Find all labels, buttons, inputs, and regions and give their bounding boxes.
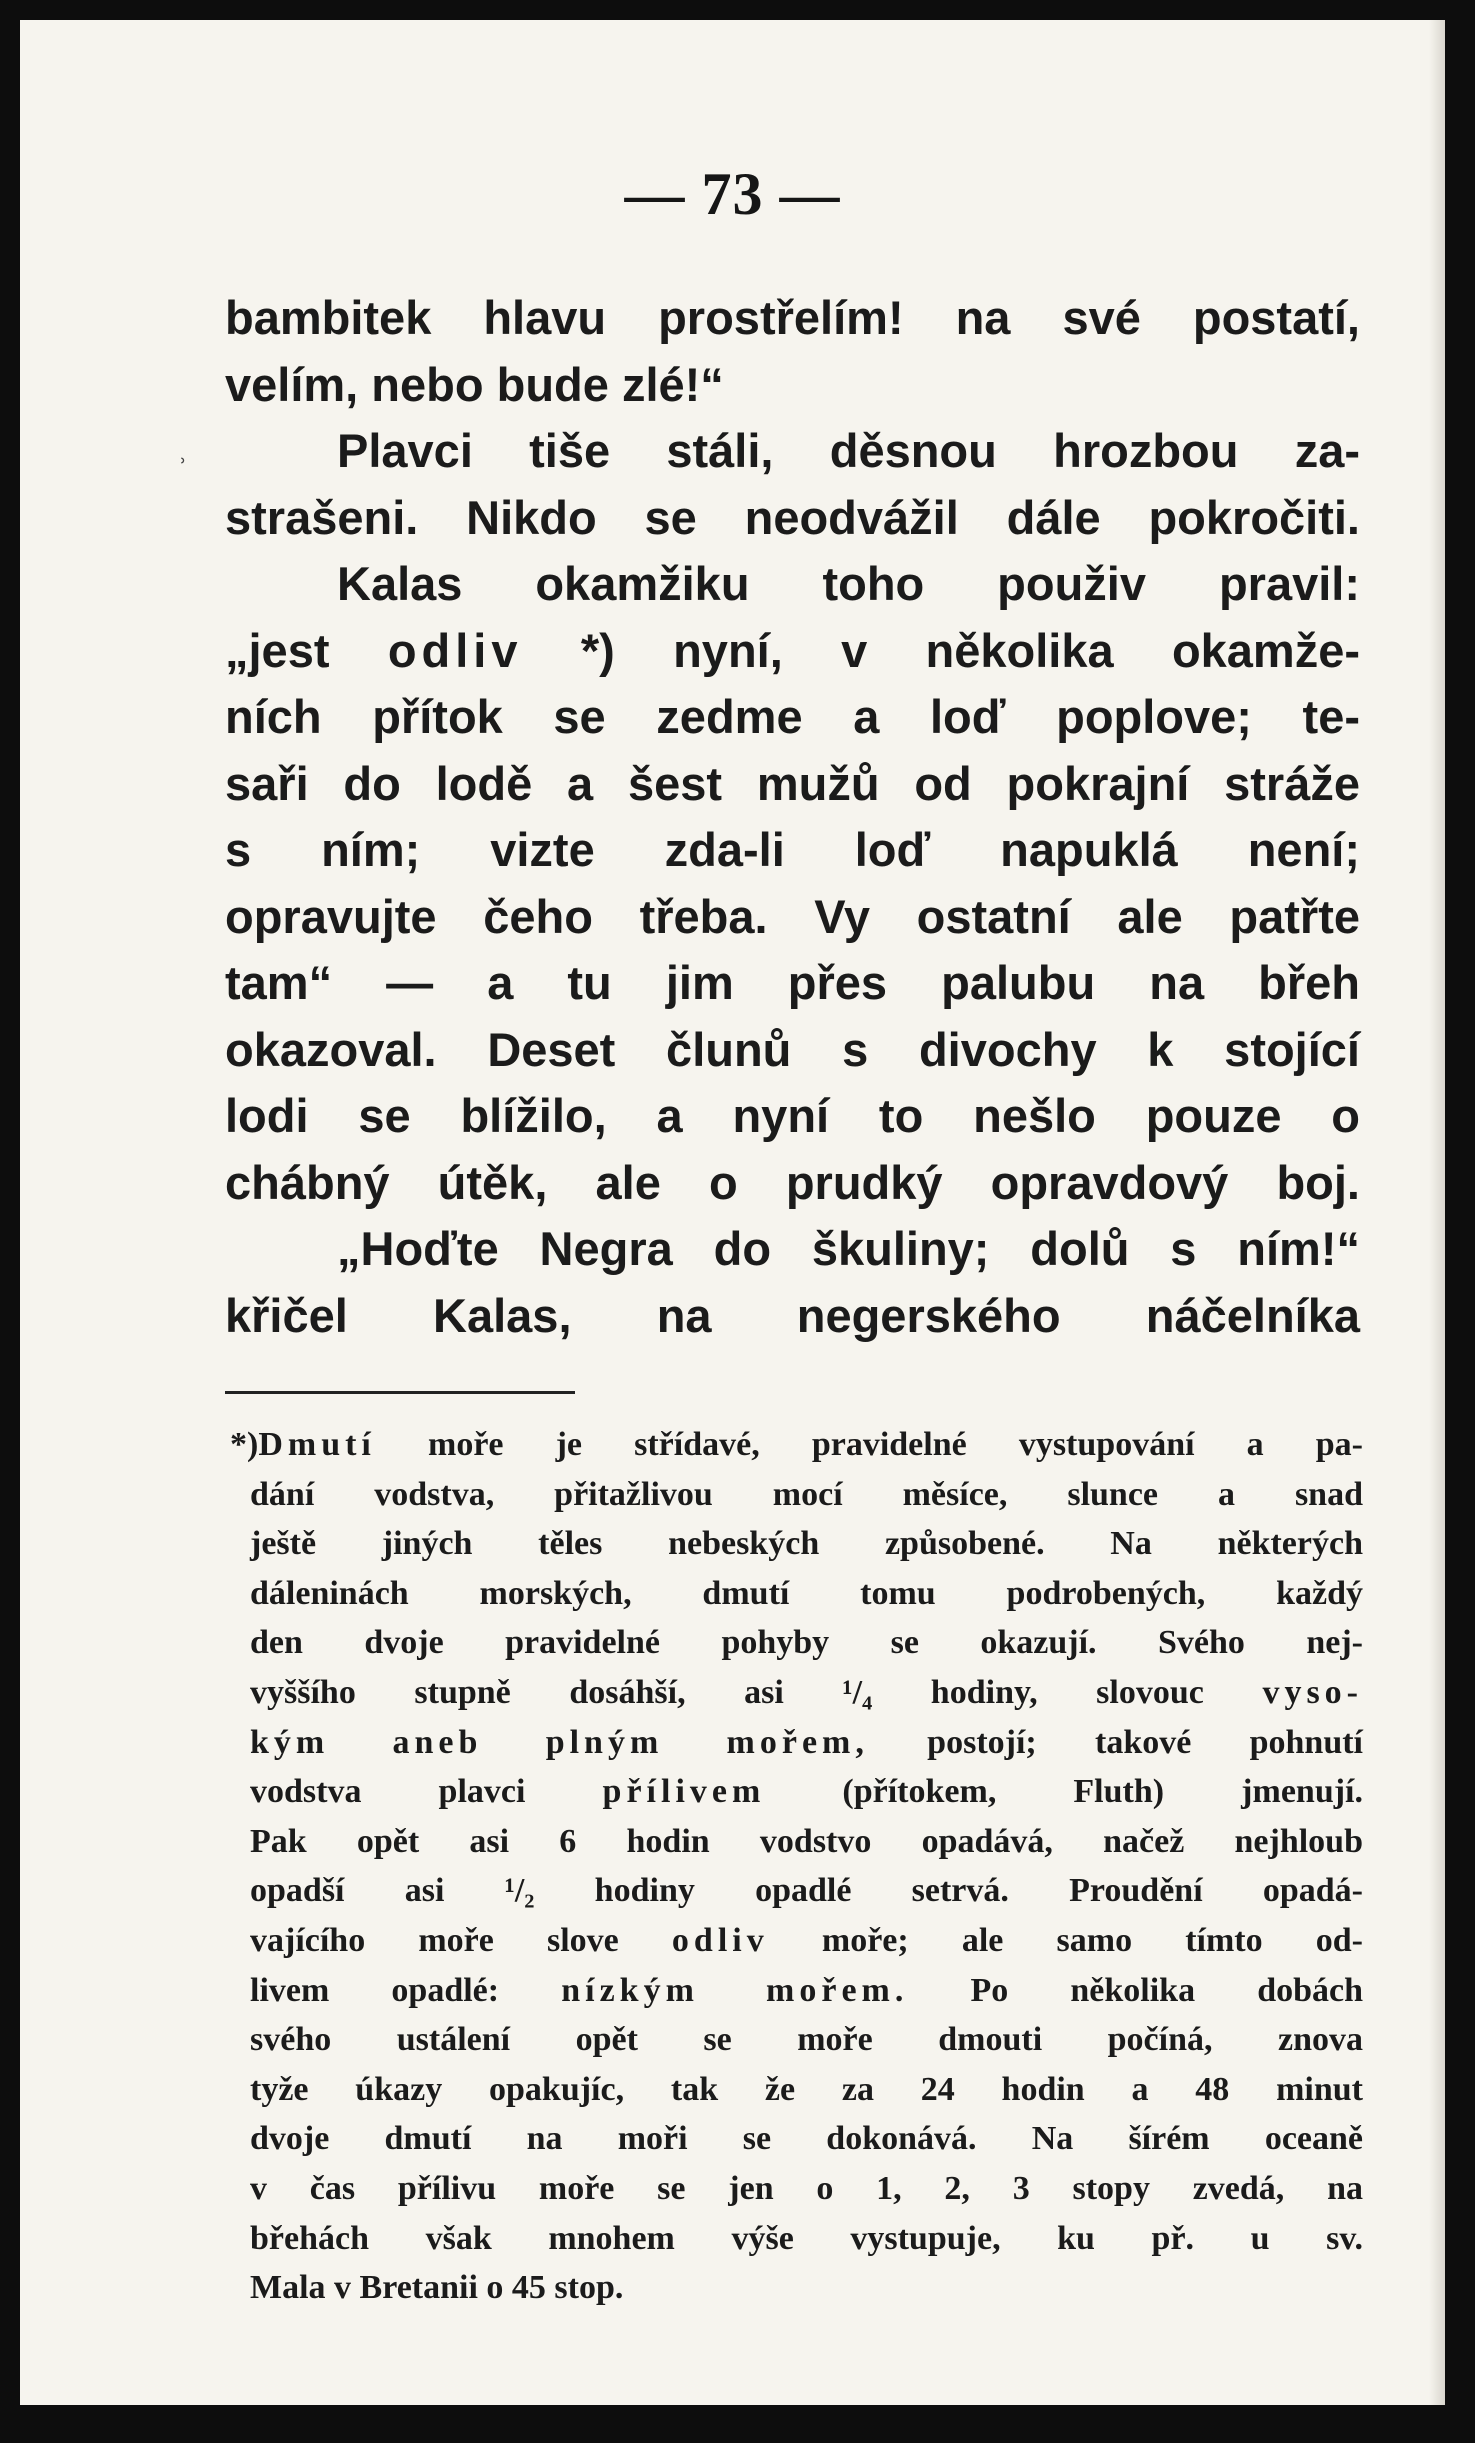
footnote-line: [250, 1966, 1363, 2016]
emphasis-term: nízkým mořem.: [561, 1971, 909, 2009]
text-fragment: postojí; takové pohnutí: [927, 1723, 1364, 1761]
margin-mark: ˒: [180, 450, 187, 475]
book-page: [20, 20, 1445, 2405]
footnote-line: [250, 1916, 1363, 1966]
footnote-divider: [225, 1391, 575, 1394]
text-line: strašeni. Nikdo se neodvážil dále pokročiti.: [225, 490, 1360, 544]
text-line: křičel Kalas, na negerského náčelníka: [225, 1288, 1360, 1342]
footnote-line: tyže úkazy opakujíc, tak že za 24 hodin a 48 minut: [250, 2070, 1363, 2108]
footnote-line: dáleninách morských, dmutí tomu podrobených, každý: [250, 1574, 1363, 1612]
footnote-line: [250, 1668, 1363, 1718]
text-line: [225, 618, 1360, 685]
footnote-line: břehách však mnohem výše vystupuje, ku př. u sv.: [250, 2219, 1363, 2257]
text-fragment: Po několika dobách: [970, 1971, 1364, 2009]
text-fragment: vajícího moře slove: [250, 1921, 619, 1959]
text-fragment: vyššího stupně dosáhší, asi ¹/₄ hodiny, slovouc: [250, 1673, 1204, 1711]
text-fragment: moře; ale samo tímto od-: [821, 1921, 1363, 1959]
footnote-line: dvoje dmutí na moři se dokonává. Na šírém oceaně: [250, 2120, 1363, 2158]
footnote-line: Pak opět asi 6 hodin vodstvo opadává, načež nejhloub: [250, 1822, 1363, 1860]
text-fragment: livem opadlé:: [250, 1971, 500, 2009]
footnote-line: Mala v Bretanii o 45 stop.: [250, 2269, 624, 2307]
footnote-line: svého ustálení opět se moře dmouti počíná, znova: [250, 2021, 1363, 2059]
emphasis-term: odliv: [671, 1921, 769, 1959]
text-fragment: moře je střídavé, pravidelné vystupování a pa-: [428, 1426, 1364, 1463]
text-line: bambitek hlavu prostřelím! na své postatí,: [225, 291, 1360, 344]
footnote-marker: *): [230, 1426, 259, 1463]
emphasis-term: Dmutí: [258, 1426, 376, 1463]
text-line: s ním; vizte zda-li loď napuklá není;: [225, 823, 1360, 876]
footnote-line: v čas přílivu moře se jen o 1, 2, 3 stopy zvedá, na: [250, 2169, 1363, 2207]
footnote-line: [250, 1767, 1363, 1817]
text-line: okazoval. Deset člunů s divochy k stojící: [225, 1022, 1360, 1076]
text-line: Plavci tiše stáli, děsnou hrozbou za-: [337, 424, 1360, 477]
text-fragment: vodstva plavci: [250, 1773, 526, 1811]
footnote-line: dání vodstva, přitažlivou mocí měsíce, slunce a snad: [250, 1475, 1363, 1513]
main-text: [225, 285, 1360, 1349]
footnote-line: [250, 1718, 1363, 1768]
footnote: [230, 1420, 1364, 2313]
footnote-line: den dvoje pravidelné pohyby se okazují. Svého nej-: [250, 1624, 1363, 1662]
footnote-line: ještě jiných těles nebeských způsobené. Na některých: [250, 1525, 1363, 1563]
text-line: Kalas okamžiku toho použiv pravil:: [337, 557, 1360, 610]
emphasis-term: odliv: [387, 623, 523, 677]
text-fragment: „jest: [225, 623, 330, 677]
emphasis-term: vyso-: [1262, 1673, 1364, 1711]
text-fragment: *) nyní, v několika okamže-: [580, 623, 1361, 677]
emphasis-term: přílivem: [602, 1773, 766, 1811]
text-line: „Hoďte Negra do škuliny; dolů s ním!“: [337, 1222, 1360, 1275]
text-line: saři do lodě a šest mužů od pokrajní stráže: [225, 756, 1360, 810]
text-line: tam“ — a tu jim přes palubu na břeh: [225, 956, 1360, 1009]
text-line: chábný útěk, ale o prudký opravdový boj.: [225, 1155, 1360, 1209]
page-edge: [1429, 20, 1445, 2405]
text-line: opravujte čeho třeba. Vy ostatní ale patřte: [225, 889, 1360, 943]
text-line: lodi se blížilo, a nyní to nešlo pouze o: [225, 1089, 1360, 1142]
text-line: velím, nebo bude zlé!“: [225, 357, 724, 411]
text-line: ních přítok se zedme a loď poplove; te-: [225, 690, 1360, 743]
text-fragment: (přítokem, Fluth) jmenují.: [842, 1773, 1364, 1811]
footnote-line: opadší asi ¹/₂ hodiny opadlé setrvá. Proudění opadá-: [250, 1872, 1363, 1910]
emphasis-term: kým aneb plným mořem,: [250, 1723, 869, 1761]
footnote-line: [230, 1420, 1364, 1470]
page-number: — 73 —: [624, 161, 841, 227]
